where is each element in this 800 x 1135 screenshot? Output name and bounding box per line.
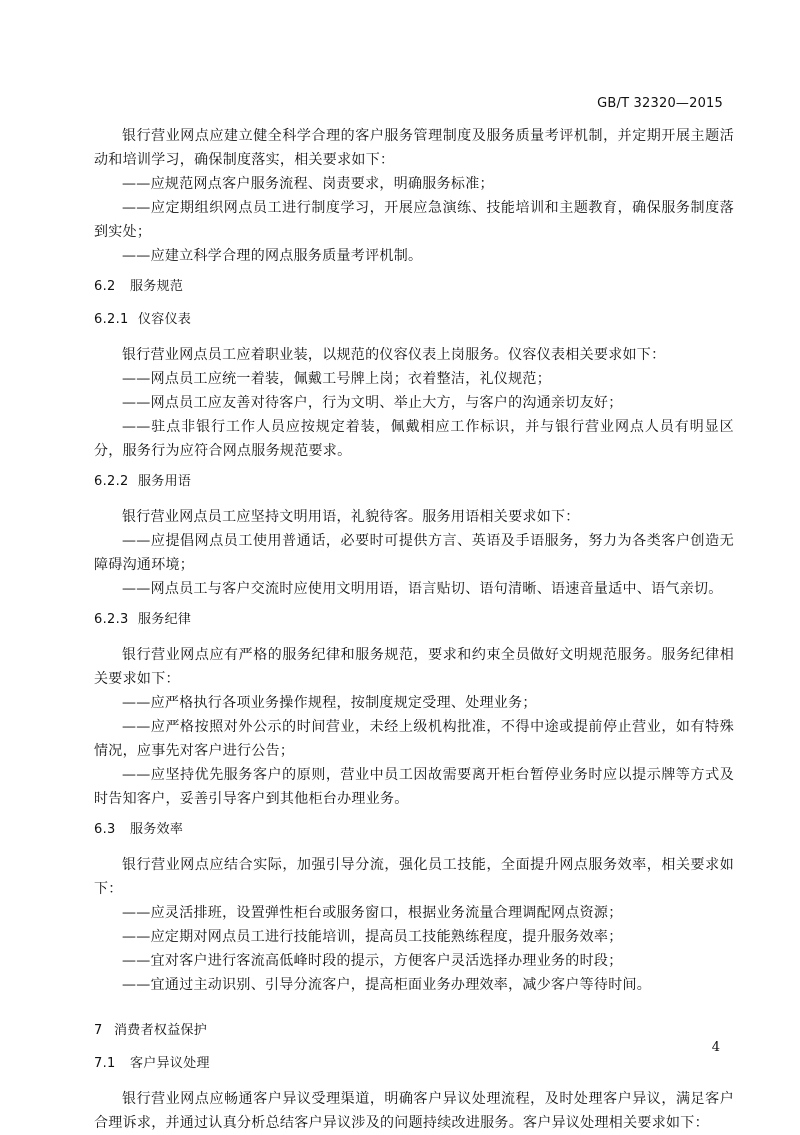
section-number: 7 xyxy=(94,1023,103,1038)
section-heading-6-3 xyxy=(94,820,734,840)
section-heading-7-1 xyxy=(94,1054,734,1074)
list-item: ——应严格执行各项业务操作规程，按制度规定受理、处理业务； xyxy=(122,695,537,711)
paragraph: 银行营业网点员工应坚持文明用语，礼貌待客。服务用语相关要求如下： xyxy=(122,509,580,525)
section-title: 服务规范 xyxy=(130,279,184,294)
list-item: ——网点员工与客户交流时应使用文明用语，语言贴切、语句清晰、语速音量适中、语气亲切。 xyxy=(122,581,723,597)
section-title: 仪容仪表 xyxy=(138,312,192,327)
section-number: 6.2.1 xyxy=(94,312,129,327)
list-item: ——驻点非银行工作人员应按规定着装，佩戴相应工作标识，并与银行营业网点人员有明显区分，服务行为应符合网点服务规范要求。 xyxy=(94,419,734,459)
paragraph: 银行营业网点应结合实际，加强引导分流，强化员工技能，全面提升网点服务效率，相关要求如下： xyxy=(94,857,734,897)
section-title: 服务纪律 xyxy=(138,612,192,627)
list-item: ——应规范网点客户服务流程、岗责要求，明确服务标准； xyxy=(122,176,494,192)
list-item: ——应坚持优先服务客户的原则，营业中员工因故需要离开柜台暂停业务时应以提示牌等方式及时告知客户，妥善引导客户到其他柜台办理业务。 xyxy=(94,767,734,807)
standard-code: GB/T 32320—2015 xyxy=(597,96,723,111)
list-item: ——应建立科学合理的网点服务质量考评机制。 xyxy=(122,248,423,264)
list-item: ——应定期组织网点员工进行制度学习，开展应急演练、技能培训和主题教育，确保服务制度落到实处； xyxy=(94,200,734,240)
paragraph: 银行营业网点应畅通客户异议受理渠道，明确客户异议处理流程，及时处理客户异议，满足客户合理诉求，并通过认真分析总结客户异议涉及的问题持续改进服务。客户异议处理相关要求如下： xyxy=(94,1091,734,1131)
section-title: 客户异议处理 xyxy=(130,1056,210,1071)
section-heading-6-2-1 xyxy=(94,310,734,330)
section-number: 6.2 xyxy=(94,279,116,294)
section-number: 7.1 xyxy=(94,1056,116,1071)
list-item: ——应灵活排班，设置弹性柜台或服务窗口，根据业务流量合理调配网点资源； xyxy=(122,905,623,921)
list-item: ——应严格按照对外公示的时间营业，未经上级机构批准，不得中途或提前停止营业，如有特殊情况，应事先对客户进行公告； xyxy=(94,719,734,759)
list-item: ——应提倡网点员工使用普通话，必要时可提供方言、英语及手语服务，努力为各类客户创造无障碍沟通环境； xyxy=(94,533,734,573)
section-title: 服务用语 xyxy=(138,474,192,489)
section-heading-6-2 xyxy=(94,277,734,297)
list-item: ——网点员工应统一着装，佩戴工号牌上岗；衣着整洁，礼仪规范； xyxy=(122,371,551,387)
paragraph: 银行营业网点应建立健全科学合理的客户服务管理制度及服务质量考评机制，并定期开展主题活动和培训学习，确保制度落实，相关要求如下： xyxy=(94,128,734,168)
section-number: 6.2.3 xyxy=(94,612,129,627)
section-number: 6.2.2 xyxy=(94,474,129,489)
page-number: 4 xyxy=(711,1040,720,1055)
section-heading-7 xyxy=(94,1021,734,1041)
list-item: ——网点员工应友善对待客户，行为文明、举止大方，与客户的沟通亲切友好； xyxy=(122,395,623,411)
paragraph: 银行营业网点应有严格的服务纪律和服务规范，要求和约束全员做好文明规范服务。服务纪律相关要求如下： xyxy=(94,647,734,687)
section-heading-6-2-3 xyxy=(94,610,734,630)
section-heading-6-2-2 xyxy=(94,472,734,492)
paragraph: 银行营业网点员工应着职业装，以规范的仪容仪表上岗服务。仪容仪表相关要求如下： xyxy=(122,347,666,363)
section-title: 服务效率 xyxy=(130,822,184,837)
document-body xyxy=(94,124,734,1135)
list-item: ——宜通过主动识别、引导分流客户，提高柜面业务办理效率，减少客户等待时间。 xyxy=(122,977,652,993)
list-item: ——宜对客户进行客流高低峰时段的提示，方便客户灵活选择办理业务的时段； xyxy=(122,953,623,969)
section-number: 6.3 xyxy=(94,822,116,837)
section-title: 消费者权益保护 xyxy=(114,1023,208,1038)
list-item: ——应定期对网点员工进行技能培训，提高员工技能熟练程度，提升服务效率； xyxy=(122,929,623,945)
